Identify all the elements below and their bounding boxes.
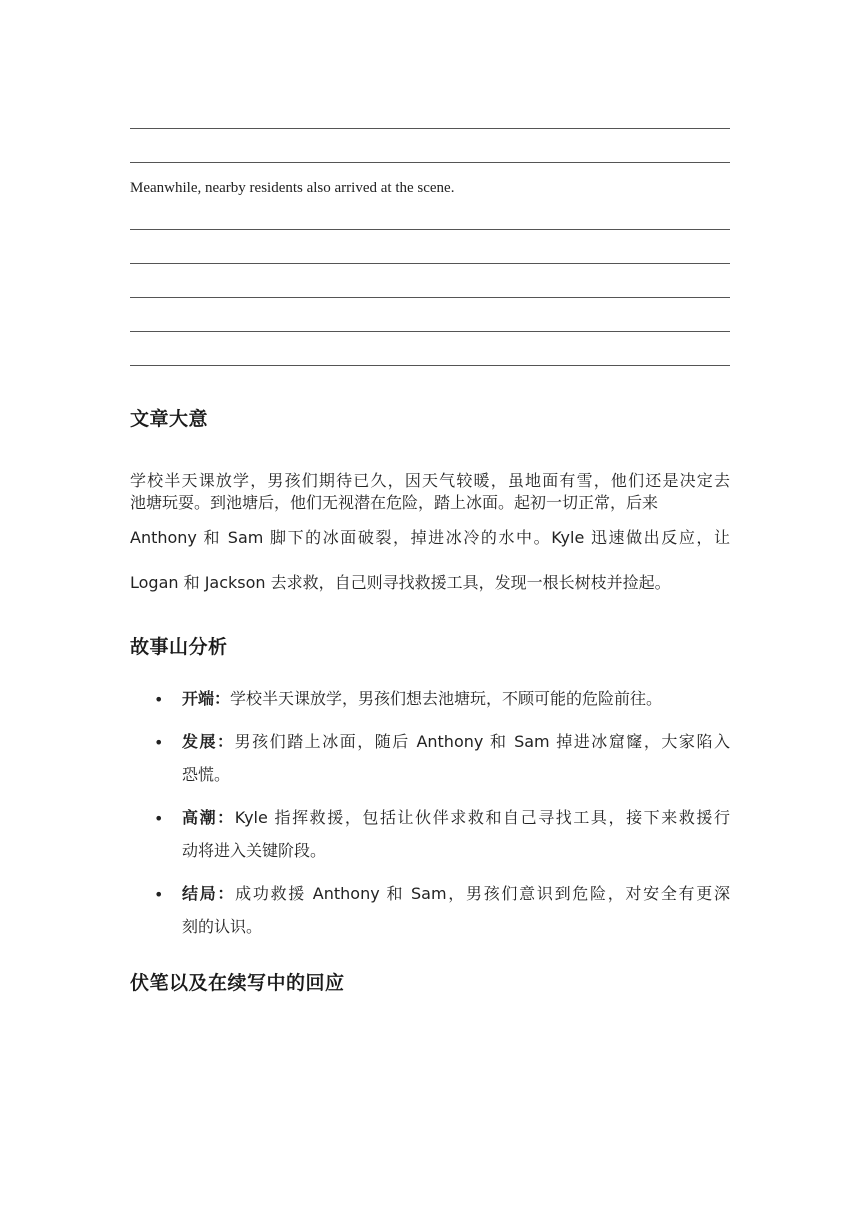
item-text-continued: 刻的认识。 (182, 917, 263, 936)
summary-heading: 文章大意 (130, 408, 209, 430)
item-text: 成功救援 Anthony 和 Sam，男孩们意识到危险，对安全有更深 (235, 884, 730, 903)
summary-line: Logan 和 Jackson 去求救，自己则寻找救援工具，发现一根长树枝并捡起。 (130, 573, 671, 592)
item-label: 发展： (182, 732, 235, 751)
bullet-icon: • (154, 733, 164, 752)
writing-line (130, 263, 730, 264)
summary-line: 池塘玩耍。到池塘后，他们无视潜在危险，踏上冰面。起初一切正常，后来 (130, 493, 659, 512)
continuation-opening-sentence: Meanwhile, nearby residents also arrived at the scene. (130, 180, 455, 196)
writing-line (130, 128, 730, 129)
item-text-continued: 恐慌。 (182, 765, 231, 784)
summary-line: Anthony 和 Sam 脚下的冰面破裂，掉进冰冷的水中。Kyle 迅速做出反应，让 (130, 528, 730, 547)
item-label: 高潮： (182, 808, 235, 827)
bullet-icon: • (154, 885, 164, 904)
item-label: 开端： (182, 689, 231, 708)
writing-line (130, 162, 730, 163)
writing-line (130, 331, 730, 332)
bullet-icon: • (154, 690, 164, 709)
writing-line (130, 229, 730, 230)
story-mountain-heading: 故事山分析 (130, 636, 228, 658)
writing-line (130, 297, 730, 298)
item-text: 男孩们踏上冰面，随后 Anthony 和 Sam 掉进冰窟窿，大家陷入 (234, 732, 730, 751)
foreshadow-heading: 伏笔以及在续写中的回应 (130, 972, 345, 994)
bullet-icon: • (154, 809, 164, 828)
document-page (130, 0, 730, 1216)
item-label: 结局： (182, 884, 236, 903)
item-text: 学校半天课放学，男孩们想去池塘玩，不顾可能的危险前往。 (230, 689, 663, 708)
item-text: Kyle 指挥救援，包括让伙伴求救和自己寻找工具，接下来救援行 (234, 808, 730, 827)
writing-line (130, 365, 730, 366)
summary-line: 学校半天课放学，男孩们期待已久，因天气较暖，虽地面有雪，他们还是决定去 (130, 471, 730, 490)
item-text-continued: 动将进入关键阶段。 (182, 841, 327, 860)
